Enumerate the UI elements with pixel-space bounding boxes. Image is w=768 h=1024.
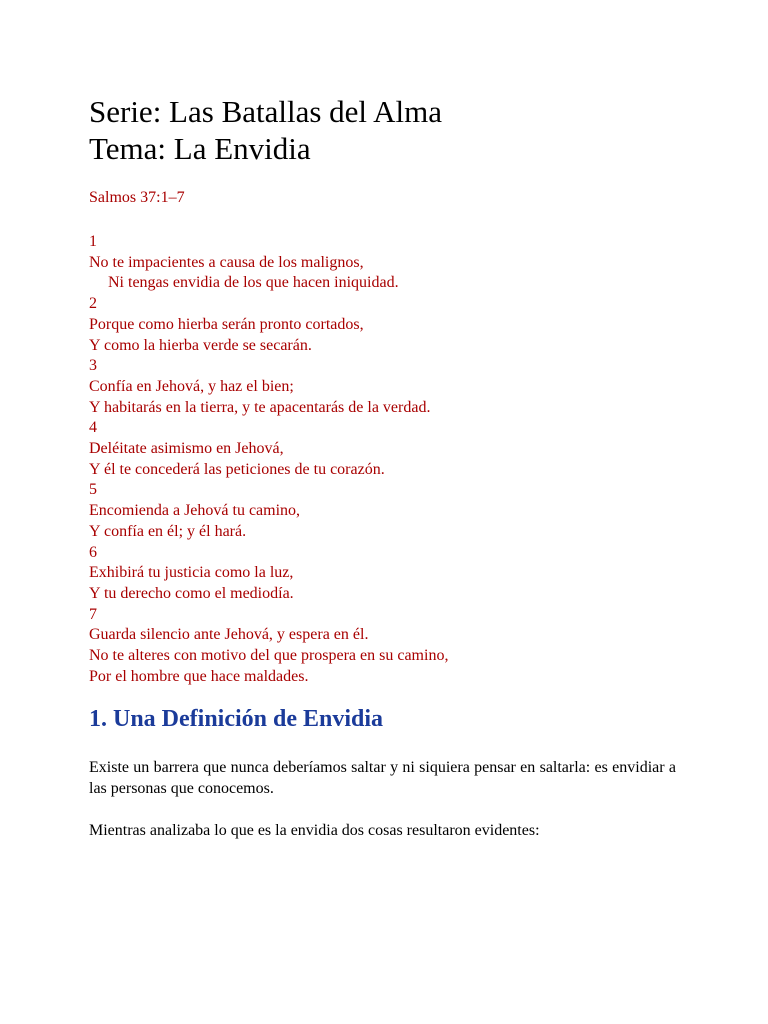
verse-line: Confía en Jehová, y haz el bien; — [89, 377, 294, 395]
verse-line: Y habitarás en la tierra, y te apacentarás de la verdad. — [89, 398, 431, 416]
verse-line: No te alteres con motivo del que prospera en su camino, — [89, 647, 449, 665]
verse-number: 4 — [89, 419, 97, 437]
verse-number: 3 — [89, 357, 97, 375]
document-title — [89, 93, 442, 167]
verse-line: No te impacientes a causa de los malignos, — [89, 253, 364, 271]
scripture-reference: Salmos 37:1–7 — [89, 189, 185, 206]
verse-number: 6 — [89, 543, 97, 561]
verse-line: Y como la hierba verde se secarán. — [89, 336, 312, 354]
verse-line: Deléitate asimismo en Jehová, — [89, 440, 284, 458]
verse-number: 5 — [89, 481, 97, 499]
verse-line: Exhibirá tu justicia como la luz, — [89, 564, 294, 582]
verse-line: Y él te concederá las peticiones de tu corazón. — [89, 460, 385, 478]
section-heading: 1. Una Definición de Envidia — [89, 706, 384, 732]
series-title: Serie: Las Batallas del Alma — [89, 94, 442, 129]
verse-number: 1 — [89, 233, 97, 250]
verse-line: Por el hombre que hace maldades. — [89, 667, 309, 685]
verse-number: 7 — [89, 605, 97, 623]
verse-line: Ni tengas envidia de los que hacen iniquidad. — [108, 274, 399, 292]
verse-number: 2 — [89, 295, 97, 313]
verse-list — [89, 232, 689, 687]
verse-line: Porque como hierba serán pronto cortados, — [89, 315, 364, 333]
verse-line: Encomienda a Jehová tu camino, — [89, 502, 301, 520]
body-paragraph: Existe un barrera que nunca deberíamos saltar y ni siquiera pensar en saltarla: es envidiar a las personas que conocemos. — [89, 759, 676, 797]
theme-title: Tema: La Envidia — [89, 131, 311, 166]
verse-line: Y confía en él; y él hará. — [89, 522, 247, 540]
verse-line: Y tu derecho como el mediodía. — [89, 584, 294, 602]
verse-line: Guarda silencio ante Jehová, y espera en él. — [89, 626, 369, 644]
body-paragraph: Mientras analizaba lo que es la envidia dos cosas resultaron evidentes: — [89, 822, 540, 839]
